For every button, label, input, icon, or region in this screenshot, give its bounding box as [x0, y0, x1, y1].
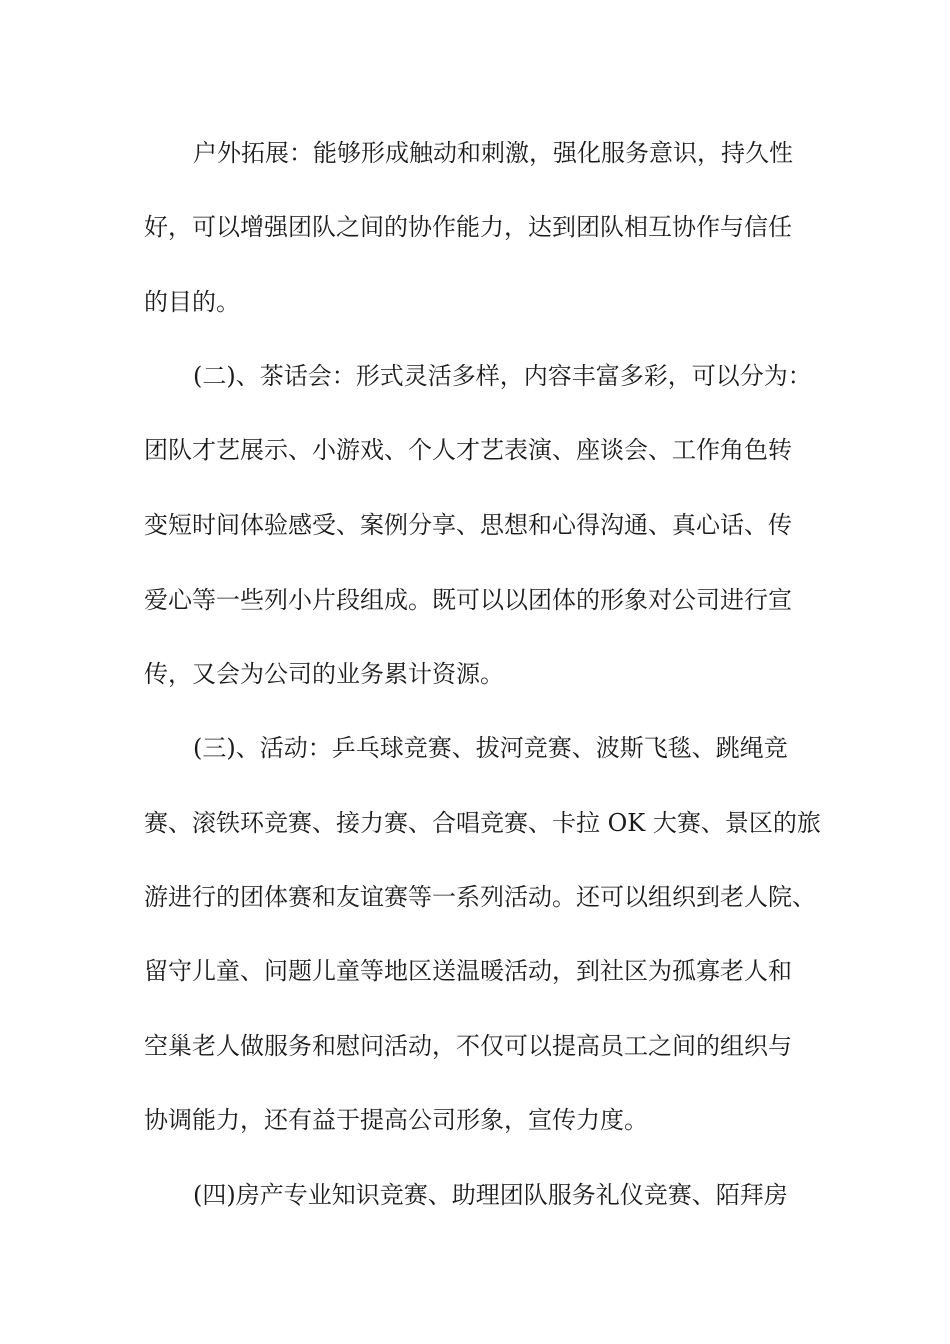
text-line: 的目的。	[144, 288, 240, 316]
text-line: 赛、滚铁环竞赛、接力赛、合唱竞赛、卡拉 OK 大赛、景区的旅	[144, 809, 821, 837]
text-line: 户外拓展：能够形成触动和刺激，强化服务意识，持久性	[193, 139, 793, 167]
text-line: 变短时间体验感受、案例分享、思想和心得沟通、真心话、传	[144, 511, 792, 539]
text-line: 留守儿童、问题儿童等地区送温暖活动，到社区为孤寡老人和	[144, 957, 792, 985]
text-line: 游进行的团体赛和友谊赛等一系列活动。还可以组织到老人院、	[144, 883, 816, 911]
text-line: 爱心等一些列小片段组成。既可以以团体的形象对公司进行宣	[144, 586, 792, 614]
text-line: (三)、活动：乒乓球竞赛、拔河竞赛、波斯飞毯、跳绳竞	[193, 734, 788, 762]
text-line: 团队才艺展示、小游戏、个人才艺表演、座谈会、工作角色转	[144, 436, 792, 464]
text-line: (二)、茶话会：形式灵活多样，内容丰富多彩，可以分为：	[193, 362, 812, 390]
text-line: 协调能力，还有益于提高公司形象，宣传力度。	[144, 1106, 648, 1134]
text-line: (四)房产专业知识竞赛、助理团队服务礼仪竞赛、陌拜房	[193, 1181, 788, 1209]
text-line: 空巢老人做服务和慰问活动，不仅可以提高员工之间的组织与	[144, 1032, 792, 1060]
text-line: 传，又会为公司的业务累计资源。	[144, 660, 504, 688]
text-line: 好，可以增强团队之间的协作能力，达到团队相互协作与信任	[144, 213, 792, 241]
